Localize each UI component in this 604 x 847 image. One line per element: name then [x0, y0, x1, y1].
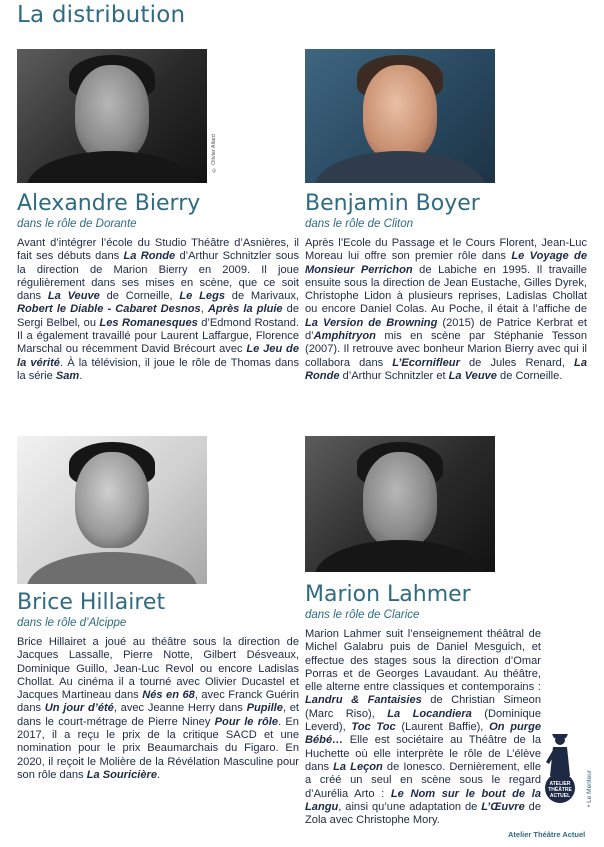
logo-badge-line-2: THÉÂTRE [548, 787, 572, 793]
bio-work-title: Landru & Fantaisies [305, 694, 422, 707]
bio-work-title: La Leçon [333, 760, 383, 773]
actor-photo [305, 436, 495, 572]
actor-name: Benjamin Boyer [305, 191, 480, 216]
bio-work-title: La Ronde [305, 356, 587, 382]
bio-work-title: Le Jeu de la vérité [17, 343, 299, 369]
bio-work-title: La Veuve [448, 369, 497, 382]
bio-work-title: Nés en 68 [142, 689, 195, 702]
actor-card-alexandre-bierry [17, 49, 299, 383]
bio-work-title: On purge Bébé… [305, 721, 542, 747]
actor-photo [17, 436, 207, 584]
actor-card-brice-hillairet [17, 436, 299, 782]
actor-bio: Brice Hillairet a joué au théâtre sous la direction de Jacques Lassalle, Pierre Notte, Gilbert Désveaux, Dominique Guillo, Jean-Luc Revol ou encore Ladislas Chollat. Au cinéma il a tourné avec Olivier Ducastel et Jacques Martineau dans Nés en 68, avec Franck Guérin dans Un jour d’été, avec Jeanne Herry dans Pupille, et dans le court-métrage de Pierre Niney Pour le rôle. En 2017, il a reçu le prix de la critique SACD et une nomination pour le prix Beaumarchais du Figaro. En 2020, il reçoit le Molière de la Révélation Masculine pour son rôle dans La Souricière. [17, 636, 299, 781]
photo-credit: © Olivier Allard [211, 134, 217, 173]
bio-work-title: Un jour d’été [44, 702, 114, 715]
bio-work-title: La Version de Browning [305, 316, 438, 329]
logo-badge-line-3: ACTUEL [549, 793, 571, 799]
bio-work-title: Sam [55, 369, 80, 382]
bio-work-title: Après la pluie [207, 303, 283, 316]
actor-role: dans le rôle de Dorante [17, 218, 137, 230]
actor-role: dans le rôle de Cliton [305, 218, 414, 230]
bio-work-title: Robert le Diable - Cabaret Desnos [17, 303, 201, 316]
show-title-vertical: • Le Menteur [586, 770, 593, 807]
bio-work-title: La Ronde [123, 250, 176, 263]
actor-name: Marion Lahmer [305, 582, 471, 607]
bio-work-title: La Souricière [86, 768, 157, 781]
actor-bio: Après l’Ecole du Passage et le Cours Florent, Jean-Luc Moreau lui offre son premier rôle dans Le Voyage de Monsieur Perrichon de Labiche en 1995. Il travaille ensuite sous la direction de Jean Eustache, Gilles Dyrek, Christophe Lidon à plusieurs reprises, Ladislas Chollat ou encore Daniel Colas. Au Poche, il était à l’affiche de La Version de Browning (2015) de Patrice Kerbrat et d’Amphitryon mis en scène par Stéphanie Tesson (2007). Il retrouve avec bonheur Marion Bierry avec qui il collabora dans L’Ecornifleur de Jules Renard, La Ronde d’Arthur Schnitzler et La Veuve de Corneille. [305, 237, 588, 382]
actor-photo [305, 49, 495, 183]
bio-work-title: La Veuve [47, 290, 100, 303]
bio-work-title: Le Nom sur le bout de la Langu [305, 787, 541, 813]
actor-name: Alexandre Bierry [17, 191, 201, 216]
actor-photo [17, 49, 207, 183]
actor-role: dans le rôle de Clarice [305, 609, 420, 621]
bio-work-title: Pour le rôle [214, 715, 279, 728]
bio-work-title: L’Ecornifleur [392, 356, 460, 369]
bio-work-title: L’Œuvre [481, 800, 525, 813]
actor-bio: Marion Lahmer suit l’enseignement théâtral de Michel Galabru puis de Daniel Mesguich, et effectue des stages sous la direction d’Omar Porras et de Georges Lavaudant. Au théâtre, elle alterne entre classiques et contemporains : Landru & Fantaisies de Christian Simeon (Marc Riso), La Locandiera (Dominique Leverd), Toc Toc (Laurent Baffie), On purge Bébé… Elle est sociétaire au Théâtre de la Huchette où elle interprète le rôle de L’élève dans La Leçon de Ionesco. Dernièrement, elle a créé un seul en scène sous le regard d’Aurélia Arto : Le Nom sur le bout de la Langu, ainsi qu’une adaptation de L’Œuvre de Zola avec Christophe Mory. [305, 628, 542, 827]
bio-work-title: La Locandiera [387, 707, 472, 720]
actor-role: dans le rôle d’Alcippe [17, 617, 127, 629]
logo-name: Atelier Théâtre Actuel [508, 830, 586, 839]
bio-work-title: Toc Toc [351, 721, 396, 734]
actor-card-benjamin-boyer [305, 49, 587, 383]
bio-work-title: Amphitryon [313, 330, 376, 343]
bio-work-title: Le Legs [179, 290, 226, 303]
bio-work-title: Le Voyage de Monsieur Perrichon [305, 250, 588, 276]
bio-work-title: Les Romanesques [99, 316, 198, 329]
bio-work-title: Pupille [246, 702, 283, 715]
theatre-logo [540, 730, 580, 808]
page-title: La distribution [17, 2, 186, 28]
actor-bio: Avant d’intégrer l’école du Studio Théâtre d’Asnières, il fait ses débuts dans La Ronde d’Arthur Schnitzler sous la direction de Marion Bierry en 2009. Il joue régulièrement dans ses mises en scène, que ce soit dans La Veuve de Corneille, Le Legs de Marivaux, Robert le Diable - Cabaret Desnos, Après la pluie de Sergi Belbel, ou Les Romanesques d’Edmond Rostand. Il a également travaillé pour Laurent Laffargue, Florence Marschal ou récemment David Brécourt avec Le Jeu de la vérité. À la télévision, il joue le rôle de Thomas dans la série Sam. [17, 237, 300, 382]
actor-name: Brice Hillairet [17, 590, 166, 615]
logo-badge-line-1: ATELIER [549, 781, 571, 787]
